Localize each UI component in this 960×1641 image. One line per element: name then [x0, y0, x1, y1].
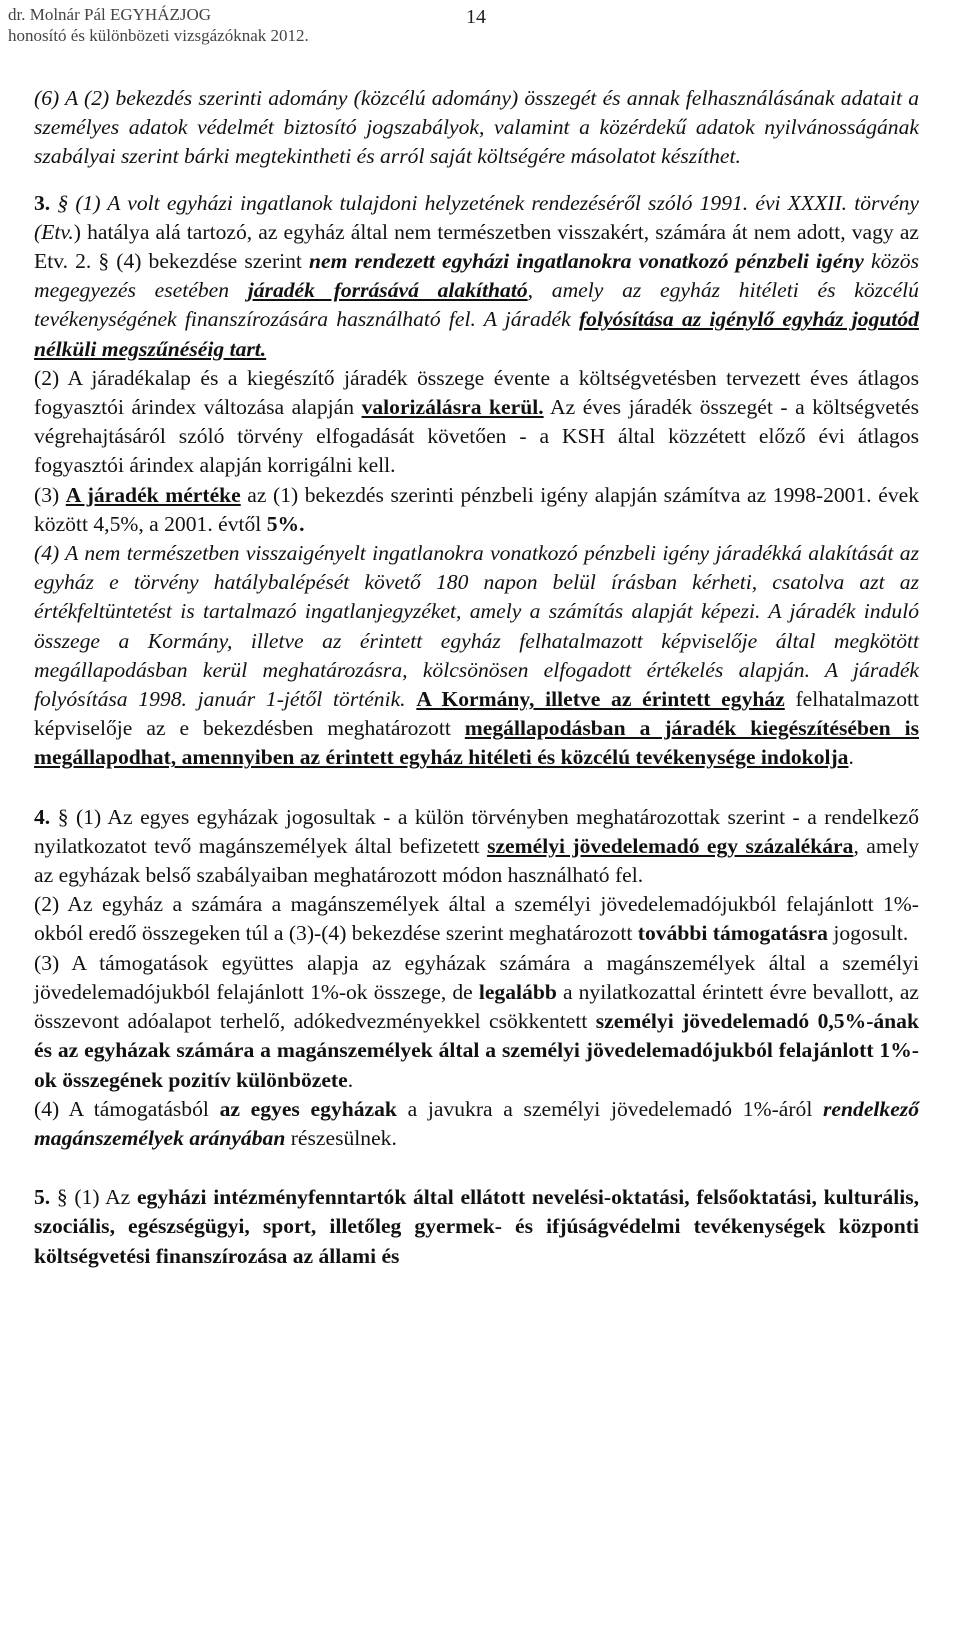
section-4-paragraph-4	[34, 1095, 919, 1153]
text-run: Az éves járadék összegét - a költségvetés végrehajtásáról szóló törvény elfogadását követően - a KSH által közzétett előző évi átlagos fogyasztói árindex alapján korrigálni kell.	[34, 395, 920, 478]
emphasis-run: A járadék mértéke	[65, 482, 241, 507]
text-run: felhatalmazott képviselője az e bekezdésben meghatározott	[34, 687, 919, 741]
emphasis-run: 5%.	[266, 511, 305, 536]
page-header	[8, 4, 309, 46]
text-run: (2) Az egyház a számára a magánszemélyek által a személyi jövedelemadójukból felajánlott 1%-okból eredő összegeken túl a (3)-(4) bekezdése szerint meghatározott	[34, 892, 919, 946]
text-run: (1) A volt egyházi ingatlanok tulajdoni helyzetének rendezéséről szóló 1991. évi XXXII. törvény (Etv.	[34, 190, 919, 244]
text-run: közös megegyezés esetében	[34, 249, 919, 303]
emphasis-run: járadék forrásává alakítható	[247, 278, 528, 303]
text-run: ) hatálya alá tartozó, az egyház által nem természetben visszakért, számára át nem adott, vagy az Etv. 2. § (4) bekezdése szerint	[34, 219, 919, 274]
text-run: , amely az egyház hitéleti és közcélú tevékenységének finanszírozására használható fel. A járadék	[34, 278, 919, 332]
spacer	[34, 773, 919, 803]
text-run: az (1) bekezdés szerinti pénzbeli igény alapján számítva az 1998-2001. évek között 4,5%, a 2001. évtől	[34, 482, 919, 536]
text-run: a nyilatkozattal érintett évre bevallott, az összevont adóalapot terhelő, adókedvezményekkel csökkentett	[34, 979, 919, 1034]
text-run: jogosult.	[827, 921, 909, 946]
emphasis-run: legalább	[478, 979, 557, 1004]
header-subtitle: honosító és különbözeti vizsgázóknak 2012.	[8, 26, 309, 45]
text-run: (3) A támogatások együttes alapja az egyházak számára a magánszemélyek által a személyi jövedelemadójukból felajánlott 1%-ok összege, de	[34, 950, 919, 1004]
text-run: (1) Az egyes egyházak jogosultak - a külön törvényben meghatározottak szerint - a rendelkező nyilatkozatot tevő magánszemélyek által befizetett	[34, 804, 919, 858]
section-3-paragraph-4	[34, 539, 919, 773]
section-sign: §	[57, 804, 69, 829]
header-author: dr. Molnár Pál EGYHÁZJOG	[8, 5, 212, 24]
emphasis-run: személyi jövedelemadó egy százalékára	[487, 833, 854, 858]
section-sign: §	[56, 1185, 68, 1210]
emphasis-run: valorizálásra kerül.	[361, 395, 544, 420]
text-run: (4) A támogatásból	[34, 1096, 220, 1121]
section-sign: §	[57, 190, 69, 215]
section-number: 3.	[34, 190, 51, 215]
text-run: (2) A járadékalap és a kiegészítő járadék összege évente a költségvetésben tervezett éves átlagos fogyasztói árindex változása alapján	[34, 365, 919, 420]
emphasis-run: egyházi intézményfenntartók által ellátott nevelési-oktatási, felsőoktatási, kulturális, szociális, egészségügyi, sport, illetőleg gyermek- és ifjúságvédelmi tevékenységek központi költségvetési finanszírozása az állami és	[34, 1185, 920, 1268]
text-run: részesülnek.	[285, 1125, 397, 1150]
document-body	[34, 84, 919, 1271]
emphasis-run: A Kormány, illetve az érintett egyház	[416, 687, 785, 712]
section-number: 5.	[34, 1185, 51, 1210]
spacer	[34, 1153, 919, 1183]
emphasis-run: további támogatásra	[637, 921, 828, 946]
emphasis-run: megállapodásban a járadék kiegészítésében is megállapodhat, amennyiben az érintett egyház hitéleti és közcélú tevékenysége indokolja	[34, 716, 919, 770]
emphasis-run: nem rendezett egyházi ingatlanokra vonatkozó pénzbeli igény	[309, 249, 864, 274]
page-number: 14	[466, 6, 486, 28]
text-run: .	[848, 745, 854, 770]
text-run: (3)	[34, 482, 66, 507]
section-3-paragraph-3	[34, 481, 919, 539]
paragraph-6: (6) A (2) bekezdés szerinti adomány (közcélú adomány) összegét és annak felhasználásának adatait a személyes adatok védelmét biztosító jogszabályok, valamint a közérdekű adatok nyilvánosságának szabályai szerint bárki megtekintheti és arról saját költségére másolatot készíthet.	[34, 86, 919, 169]
text-run: (4) A nem természetben visszaigényelt ingatlanokra vonatkozó pénzbeli igény járadékká alakítását az egyház e törvény hatálybalépését követő 180 napon belül írásban kérheti, csatolva azt az értékfeltüntetést is tartalmazó ingatlanjegyzéket, amely a számítás alapját képezi. A járadék induló összege a Kormány, illetve az érintett egyház felhatalmazott képviselője által megkötött megállapodásban kerül meghatározásra, kölcsönösen elfogadott értékelés alapján. A járadék folyósítása 1998. január 1-jétől történik.	[34, 541, 919, 712]
section-4-paragraph-3	[34, 949, 919, 1095]
emphasis-run: folyósítása az igénylő egyház jogutód nélküli megszűnéséig tart.	[34, 307, 919, 361]
section-3-paragraph-1	[34, 189, 919, 364]
text-run: , amely az egyházak belső szabályaiban meghatározott módon használható fel.	[34, 833, 919, 888]
section-4-paragraph-2	[34, 890, 919, 948]
emphasis-run: rendelkező magánszemélyek arányában	[34, 1096, 919, 1150]
spacer	[34, 172, 919, 189]
section-3-paragraph-2	[34, 364, 919, 481]
emphasis-run: személyi jövedelemadó 0,5%-ának és az egyházak számára a magánszemélyek által a személyi jövedelemadójukból felajánlott 1%-ok összegének pozitív különbözete	[34, 1009, 919, 1092]
text-run: a javukra a személyi jövedelemadó 1%-áról	[396, 1096, 824, 1121]
section-4-paragraph-1	[34, 803, 919, 891]
text-run: .	[347, 1067, 354, 1092]
section-5-paragraph-1	[34, 1183, 919, 1271]
section-number: 4.	[34, 804, 51, 829]
text-run: (1) Az	[67, 1185, 137, 1210]
emphasis-run: az egyes egyházak	[219, 1096, 397, 1121]
